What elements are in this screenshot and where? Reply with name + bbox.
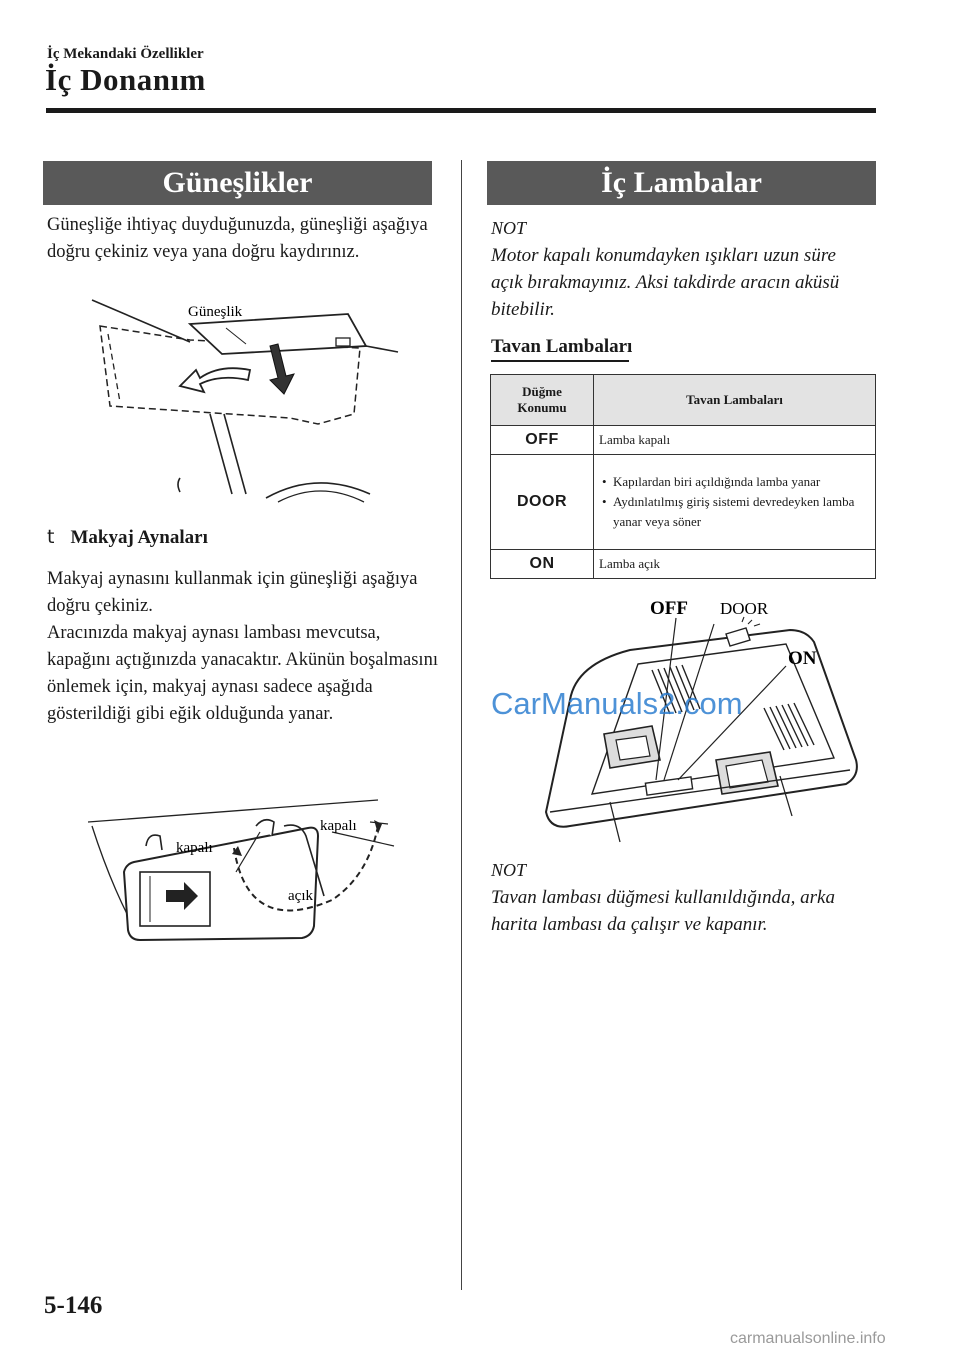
sunvisor-intro: Güneşliğe ihtiyaç duyduğunuzda, güneşliği aşağıya doğru çekiniz veya yana doğru kaydırınız. (47, 215, 428, 262)
label-door: DOOR (720, 599, 769, 618)
switch-door: DOOR (491, 455, 594, 550)
watermark: CarManuals2.com (491, 686, 743, 721)
vanity-paragraph-2: Aracınızda makyaj aynası lambası mevcutsa, kapağını açtığınızda yanacaktır. Akünün boşalmasını önlemek için, makyaj aynası sadece aşağıda gösterildiği gibi eğik olduğunda yanar. (47, 623, 438, 724)
table-header-row (491, 375, 876, 426)
table-header-lights: Tavan Lambaları (594, 375, 876, 426)
section-title-sunvisors: Güneşlikler (43, 161, 432, 205)
label-closed-left: kapalı (176, 840, 213, 856)
sunvisor-figure (80, 294, 400, 506)
list-item: • Aydınlatılmış giriş sistemi devredeyken lamba yanar veya söner (613, 492, 870, 532)
subsection-ceiling-lights: Tavan Lambaları (491, 336, 633, 357)
breadcrumb: İç Mekandaki Özellikler (47, 46, 204, 62)
switch-off: OFF (491, 426, 594, 455)
section-bullet-icon: t (47, 526, 55, 548)
vanity-paragraph-1: Makyaj aynasını kullanmak için güneşliği aşağıya doğru çekiniz. (47, 569, 418, 616)
sunvisor-label: Güneşlik (188, 304, 243, 320)
note-text: Tavan lambası düğmesi kullanıldığında, arka harita lambası da çalışır ve kapanır. (491, 887, 835, 935)
desc-on: Lamba açık (594, 550, 876, 579)
vanity-mirror-text (47, 566, 447, 728)
chapter-title: İç Donanım (45, 62, 206, 97)
desc-off: Lamba kapalı (594, 426, 876, 455)
note-text: Motor kapalı konumdayken ışıkları uzun süre açık bırakmayınız. Aksi takdirde aracın aküsü bitebilir. (491, 245, 840, 320)
label-on: ON (788, 648, 817, 669)
vanity-mirror-figure (88, 776, 408, 1004)
page-number: 5-146 (44, 1292, 103, 1319)
ceiling-light-table (490, 374, 876, 579)
subsection-underline (491, 360, 629, 362)
table-row (491, 426, 876, 455)
section-title-interior-lights: İç Lambalar (487, 161, 876, 205)
header-rule (46, 108, 876, 113)
table-header-switch: Düğme Konumu (491, 375, 594, 426)
table-row (491, 550, 876, 579)
subsection-vanity-mirrors (47, 526, 208, 549)
table-row (491, 455, 876, 550)
label-closed-right: kapalı (320, 818, 357, 834)
footer-site: carmanualsonline.info (730, 1330, 886, 1347)
list-item: • Kapılardan biri açıldığında lamba yanar (613, 472, 870, 492)
desc-door (594, 455, 876, 550)
column-divider (461, 160, 462, 1290)
note-label: NOT (491, 860, 527, 880)
subsection-title: Makyaj Aynaları (70, 527, 208, 548)
note-label: NOT (491, 218, 527, 238)
label-off: OFF (650, 598, 688, 619)
label-open: açık (288, 888, 313, 904)
switch-on: ON (491, 550, 594, 579)
